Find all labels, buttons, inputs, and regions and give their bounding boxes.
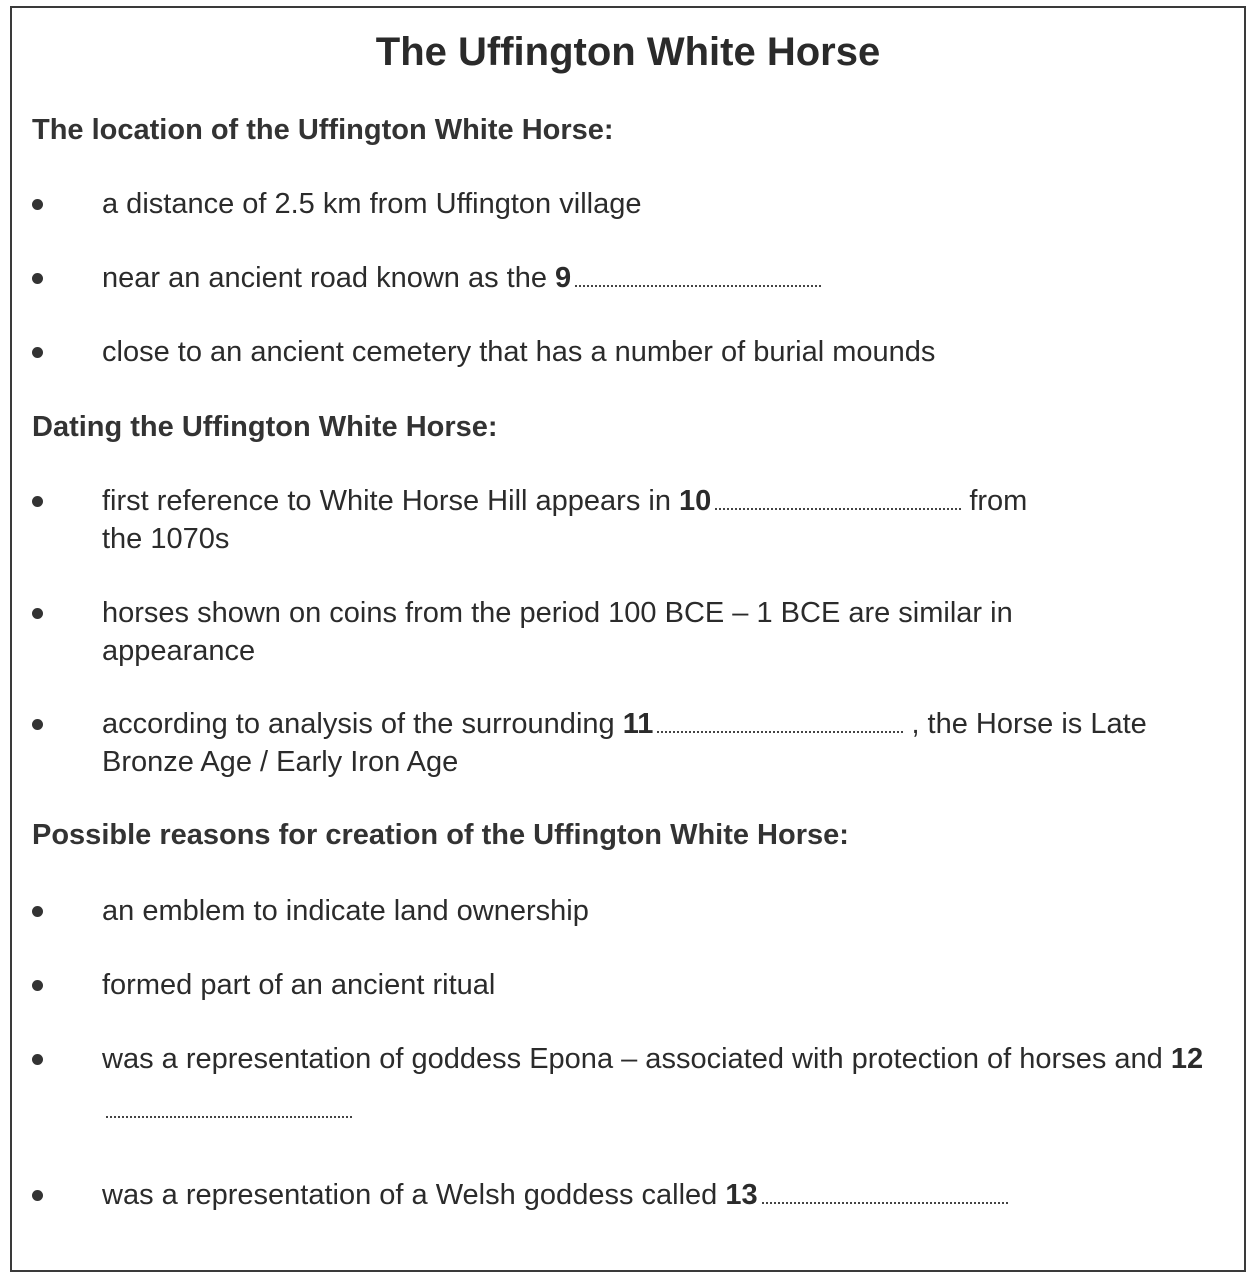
answer-blank[interactable] [657, 727, 903, 733]
bullet-icon [32, 980, 43, 991]
bullet-icon [32, 199, 43, 210]
answer-blank[interactable] [715, 504, 961, 510]
item-text: horses shown on coins from the period 100 BCE – 1 BCE are similar in appearance [102, 597, 1013, 667]
question-number: 11 [622, 708, 654, 740]
question-number: 12 [1170, 1043, 1204, 1075]
question-number: 10 [679, 485, 712, 517]
item-text-before: was a representation of goddess Epona – associated with protection of horses and [102, 1043, 1163, 1075]
item-text: formed part of an ancient ritual [102, 969, 496, 1001]
answer-blank[interactable] [575, 281, 821, 287]
item-text-before: was a representation of a Welsh goddess called [102, 1179, 718, 1211]
question-number: 13 [725, 1179, 758, 1211]
section-heading-location: The location of the Uffington White Horse: [32, 114, 614, 146]
section-heading-dating: Dating the Uffington White Horse: [32, 411, 498, 443]
bullet-icon [32, 496, 43, 507]
question-number: 9 [555, 262, 572, 294]
page-title: The Uffington White Horse [375, 30, 881, 74]
item-text-after: , the Horse is Late Bronze Age / Early Iron Age [102, 708, 1147, 778]
answer-blank[interactable] [762, 1198, 1008, 1204]
item-text [102, 705, 1154, 781]
item-text-before: according to analysis of the surrounding [102, 708, 615, 740]
item-text [102, 482, 1074, 558]
item-text [102, 1176, 1214, 1214]
bullet-icon [32, 719, 43, 730]
worksheet-frame [10, 6, 1246, 1272]
bullet-icon [32, 1054, 43, 1065]
item-text-after: from the 1070s [102, 485, 1028, 555]
bullet-icon [32, 273, 43, 284]
item-text-before: near an ancient road known as the [102, 262, 547, 294]
bullet-icon [32, 608, 43, 619]
item-text: close to an ancient cemetery that has a number of burial mounds [102, 336, 936, 368]
item-text: a distance of 2.5 km from Uffington village [102, 188, 642, 220]
bullet-icon [32, 906, 43, 917]
bullet-icon [32, 347, 43, 358]
bullet-icon [32, 1190, 43, 1201]
answer-blank[interactable] [106, 1112, 352, 1118]
section-heading-reasons: Possible reasons for creation of the Uffington White Horse: [32, 819, 849, 851]
item-text-before: first reference to White Horse Hill appears in [102, 485, 671, 517]
item-text: an emblem to indicate land ownership [102, 895, 589, 927]
item-text [102, 1034, 1214, 1134]
item-text [102, 259, 1214, 297]
